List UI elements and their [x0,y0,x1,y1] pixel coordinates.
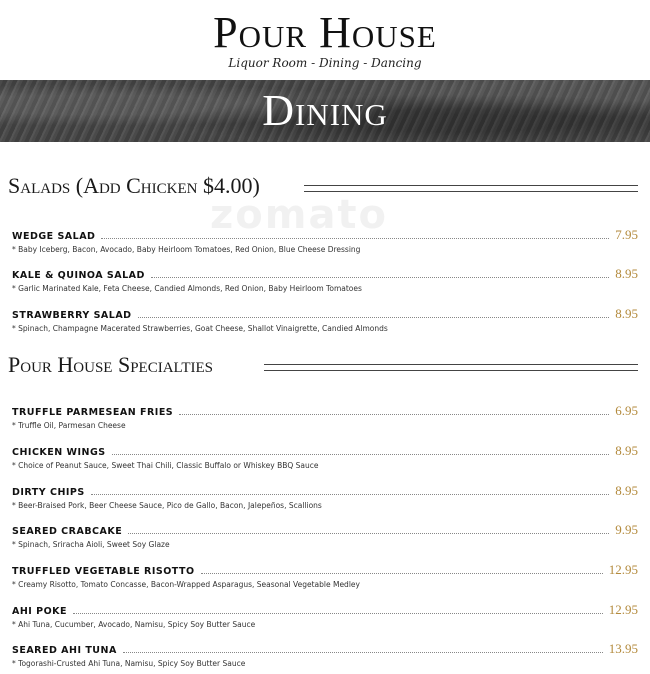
dot-leader [128,533,609,534]
section-title-salads: Salads (Add Chicken $4.00) [8,173,260,198]
item-name: WEDGE SALAD [12,231,96,242]
menu-item [12,267,638,299]
item-description: * Spinach, Champagne Macerated Strawberries, Goat Cheese, Shallot Vinaigrette, Candied Almonds [12,324,388,333]
menu-item [12,563,638,595]
banner-title: Dining [262,86,388,135]
dot-leader [112,454,610,455]
item-price: 8.95 [615,306,638,321]
item-name: TRUFFLED VEGETABLE RISOTTO [12,566,195,577]
section-title-specialties: Pour House Specialties [8,352,213,377]
item-description: * Ahi Tuna, Cucumber, Avocado, Namisu, Spicy Soy Butter Sauce [12,620,256,629]
item-price: 8.95 [615,483,638,498]
item-description: * Truffle Oil, Parmesan Cheese [12,421,126,430]
item-price: 12.95 [608,562,638,577]
item-description: * Beer-Braised Pork, Beer Cheese Sauce, Pico de Gallo, Bacon, Jalepeños, Scallions [12,501,322,510]
menu-item [12,307,638,339]
watermark: zomato [210,192,389,238]
item-price: 8.95 [615,443,638,458]
dot-leader [179,414,609,415]
menu-item [12,603,638,635]
item-name: SEARED CRABCAKE [12,526,123,537]
item-description: * Choice of Peanut Sauce, Sweet Thai Chili, Classic Buffalo or Whiskey BBQ Sauce [12,461,319,470]
menu-item [12,228,638,260]
menu-item [12,523,638,555]
menu-item [12,444,638,476]
dot-leader [151,277,609,278]
item-price: 12.95 [608,602,638,617]
dot-leader [101,238,609,239]
item-description: * Baby Iceberg, Bacon, Avocado, Baby Heirloom Tomatoes, Red Onion, Blue Cheese Dressing [12,245,361,254]
item-description: * Creamy Risotto, Tomato Concasse, Bacon-Wrapped Asparagus, Seasonal Vegetable Medley [12,580,360,589]
item-description: * Spinach, Sriracha Aioli, Sweet Soy Glaze [12,540,170,549]
item-price: 13.95 [608,641,638,656]
item-name: SEARED AHI TUNA [12,645,117,656]
dot-leader [91,494,610,495]
item-description: * Garlic Marinated Kale, Feta Cheese, Candied Almonds, Red Onion, Baby Heirloom Tomatoes [12,284,362,293]
item-name: STRAWBERRY SALAD [12,310,132,321]
menu-item [12,642,638,674]
dot-leader [73,613,603,614]
menu-item [12,484,638,516]
item-price: 8.95 [615,266,638,281]
item-price: 6.95 [615,403,638,418]
menu-item [12,404,638,436]
brand-tagline: Liquor Room - Dining - Dancing [228,56,422,70]
item-name: KALE & QUINOA SALAD [12,270,145,281]
dining-banner [0,80,650,142]
item-name: TRUFFLE PARMESEAN FRIES [12,407,174,418]
item-price: 9.95 [615,522,638,537]
item-name: AHI POKE [12,606,68,617]
item-price: 7.95 [615,227,638,242]
section-rule [304,185,638,192]
dot-leader [138,317,610,318]
menu-header [0,0,650,80]
item-name: CHICKEN WINGS [12,447,106,458]
dot-leader [201,573,603,574]
brand-title: Pour House [213,8,437,57]
item-description: * Togorashi-Crusted Ahi Tuna, Namisu, Spicy Soy Butter Sauce [12,659,246,668]
item-name: DIRTY CHIPS [12,487,85,498]
section-rule [264,364,638,371]
dot-leader [123,652,603,653]
